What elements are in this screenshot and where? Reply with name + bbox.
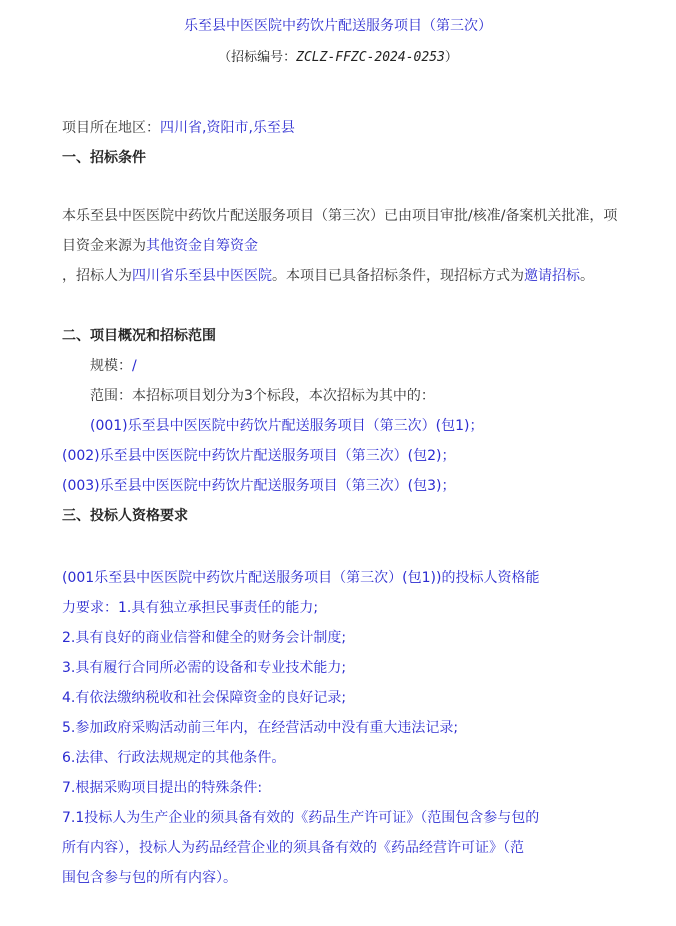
section-2-heading: 二、项目概况和招标范围 xyxy=(62,328,216,344)
tender-method: 邀请招标 xyxy=(524,268,580,284)
qualification-item: 4.有依法缴纳税收和社会保障资金的良好记录; xyxy=(62,690,347,706)
tender-number-label: （招标编号： xyxy=(218,50,297,65)
qualification-intro: (001乐至县中医医院中药饮片配送服务项目（第三次）(包1))的投标人资格能 xyxy=(62,570,540,586)
scale-value: / xyxy=(132,358,137,374)
section-1-heading: 一、招标条件 xyxy=(62,150,146,166)
section-1-text-d: 。 xyxy=(580,268,594,284)
location-label: 项目所在地区： xyxy=(62,120,160,136)
scale-line xyxy=(90,356,137,376)
section-3-heading: 三、投标人资格要求 xyxy=(62,508,188,524)
document-title xyxy=(0,16,676,36)
tender-number-close: ） xyxy=(444,50,458,65)
section-1-text-a: 本乐至县中医医院中药饮片配送服务项目（第三次）已由项目审批/核准/备案机关批准，项目资金来源为 xyxy=(62,208,618,254)
section-1-body xyxy=(62,201,618,291)
lot-item: (002)乐至县中医医院中药饮片配送服务项目（第三次）(包2)； xyxy=(62,448,456,464)
qualification-item: 2.具有良好的商业信誉和健全的财务会计制度; xyxy=(62,630,347,646)
qualification-item-7-1: 7.1投标人为生产企业的须具备有效的《药品生产许可证》（范围包含参与包的 xyxy=(62,810,540,826)
tenderer-name: 四川省乐至县中医医院 xyxy=(132,268,272,284)
lot-item: (003)乐至县中医医院中药饮片配送服务项目（第三次）(包3)； xyxy=(62,478,456,494)
lot-item: (001)乐至县中医医院中药饮片配送服务项目（第三次）(包1)； xyxy=(90,418,484,434)
section-1-text-c: 。本项目已具备招标条件，现招标方式为 xyxy=(272,268,524,284)
tender-number xyxy=(0,48,676,68)
title-text: 乐至县中医医院中药饮片配送服务项目（第三次） xyxy=(184,18,492,34)
location-value: 四川省,资阳市,乐至县 xyxy=(160,120,295,136)
tender-number-value: ZCLZ-FFZC-2024-0253 xyxy=(296,50,445,65)
qualification-intro-cont: 力要求：1.具有独立承担民事责任的能力; xyxy=(62,600,319,616)
project-location xyxy=(62,118,295,138)
qualification-item-7-1-end: 围包含参与包的所有内容）。 xyxy=(62,870,237,886)
section-1-text-b: ，招标人为 xyxy=(62,268,132,284)
qualification-item: 5.参加政府采购活动前三年内，在经营活动中没有重大违法记录; xyxy=(62,720,459,736)
qualification-item: 6.法律、行政法规规定的其他条件。 xyxy=(62,750,286,766)
qualification-item-7-1-cont: 所有内容），投标人为药品经营企业的须具备有效的《药品经营许可证》（范 xyxy=(62,840,524,856)
scope-line: 范围：本招标项目划分为3个标段，本次招标为其中的： xyxy=(90,388,435,404)
qualification-item: 3.具有履行合同所必需的设备和专业技术能力; xyxy=(62,660,347,676)
funding-source: 其他资金自筹资金 xyxy=(146,238,258,254)
qualification-item: 7.根据采购项目提出的特殊条件: xyxy=(62,780,263,796)
scale-label: 规模： xyxy=(90,358,132,374)
